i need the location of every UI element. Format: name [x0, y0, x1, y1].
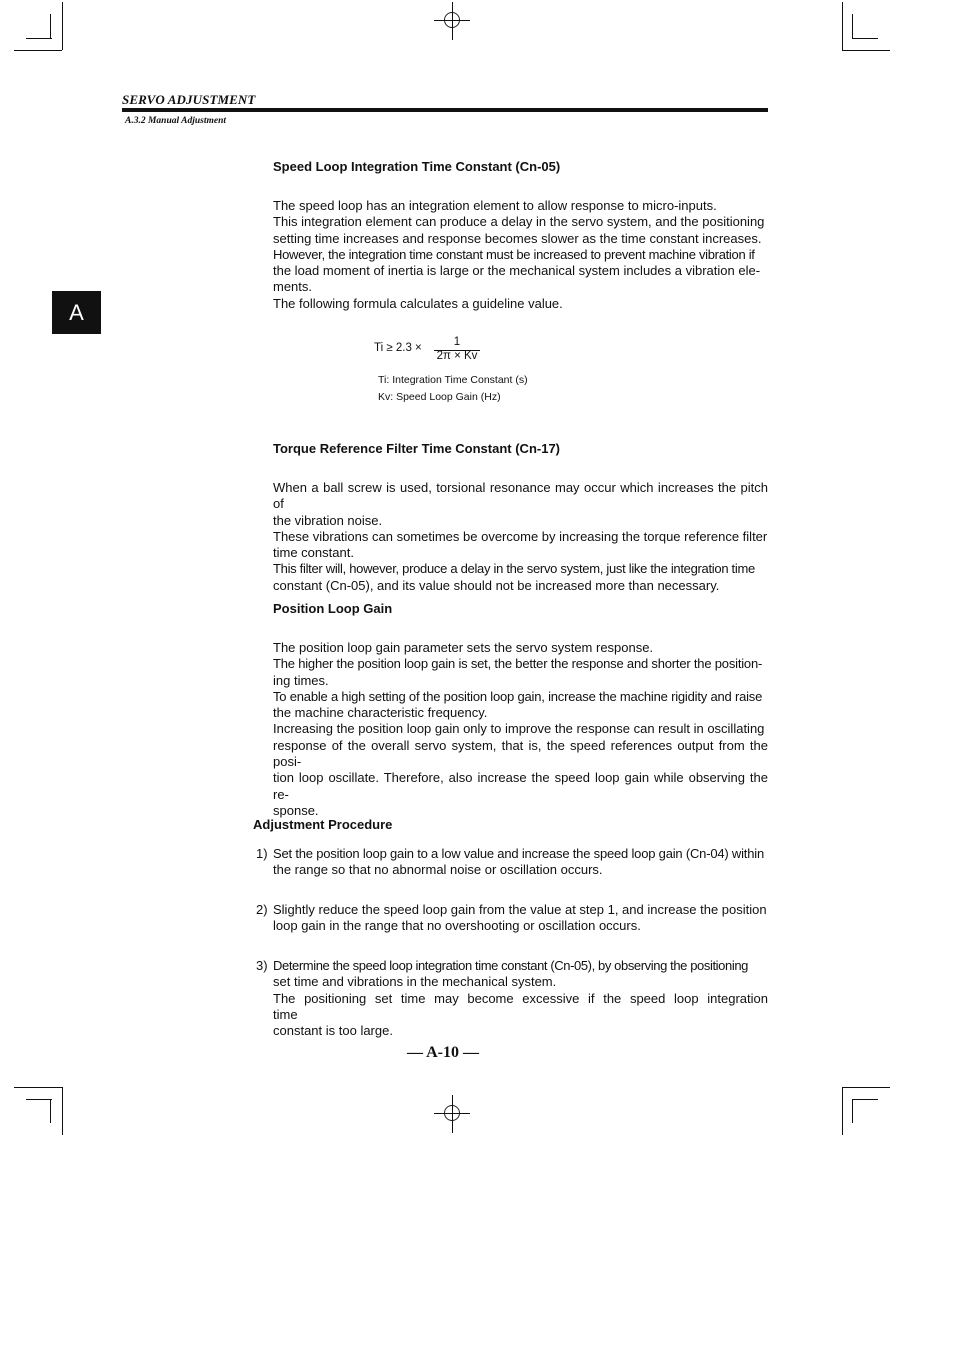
crop-mark — [14, 50, 62, 51]
text-line: To enable a high setting of the position loop gain, increase the machine rigidity and raise — [273, 688, 763, 704]
text-line: This integration element can produce a delay in the servo system, and the positioning — [273, 214, 765, 230]
section-heading: Position Loop Gain — [273, 601, 393, 616]
formula-lhs: Ti ≥ 2.3 × — [374, 342, 422, 354]
text-line: ing times. — [273, 672, 329, 688]
crop-mark — [14, 1087, 62, 1088]
page-number: — A-10 — — [407, 1044, 479, 1061]
text-line: setting time increases and response becomes slower as the time constant increases. — [273, 230, 762, 246]
text-line: set time and vibrations in the mechanical system. — [273, 974, 557, 990]
text-line: the range so that no abnormal noise or oscillation occurs. — [273, 862, 603, 878]
registration-mark — [452, 1095, 453, 1133]
text-line: response of the overall servo system, that is, the speed references output from the posi- — [273, 737, 768, 770]
crop-mark — [50, 14, 51, 38]
crop-mark — [842, 50, 890, 51]
text-line: the vibration noise. — [273, 512, 383, 528]
text-line: time constant. — [273, 545, 354, 561]
step-number: 1) — [256, 846, 268, 861]
crop-mark — [842, 1087, 843, 1135]
formula-denominator: 2π × Kv — [436, 350, 478, 362]
section-paragraph — [273, 198, 768, 312]
procedure-heading: Adjustment Procedure — [253, 817, 393, 832]
registration-mark — [452, 2, 453, 40]
formula-definition: Ti: Integration Time Constant (s) — [378, 374, 528, 386]
crop-mark — [842, 1087, 890, 1088]
crop-mark — [26, 38, 52, 39]
text-line: This filter will, however, produce a delay in the servo system, just like the integration time — [273, 561, 755, 577]
crop-mark — [842, 2, 843, 50]
text-line: Increasing the position loop gain only to improve the response can result in oscillating — [273, 721, 765, 737]
text-line: loop gain in the range that no overshooting or oscillation occurs. — [273, 918, 641, 934]
crop-mark — [852, 1099, 878, 1100]
text-line: constant (Cn-05), and its value should not be increased more than necessary. — [273, 577, 720, 593]
section-paragraph — [273, 480, 768, 594]
crop-mark — [26, 1099, 52, 1100]
step-text — [273, 902, 768, 935]
header-rule — [122, 108, 768, 112]
text-line: the machine characteristic frequency. — [273, 705, 488, 721]
formula-definition: Kv: Speed Loop Gain (Hz) — [378, 391, 501, 403]
step-number: 2) — [256, 902, 268, 917]
step-number: 3) — [256, 958, 268, 973]
text-line: The speed loop has an integration element to allow response to micro-inputs. — [273, 198, 717, 213]
crop-mark — [852, 38, 878, 39]
text-line: ments. — [273, 279, 313, 295]
section-paragraph — [273, 640, 768, 819]
text-line: sponse. — [273, 802, 319, 818]
crop-mark — [852, 14, 853, 38]
text-line: tion loop oscillate. Therefore, also increase the speed loop gain while observing the re- — [273, 770, 768, 802]
text-line: When a ball screw is used, torsional resonance may occur which increases the pitch of — [273, 480, 768, 512]
running-header-title: SERVO ADJUSTMENT — [122, 92, 256, 107]
text-line: However, the integration time constant must be increased to prevent machine vibration if — [273, 246, 755, 262]
text-line: The higher the position loop gain is set, the better the response and shorter the position- — [273, 656, 763, 672]
appendix-tab — [52, 291, 101, 334]
text-line: Set the position loop gain to a low value and increase the speed loop gain (Cn-04) within — [273, 846, 764, 861]
appendix-tab-label: A — [69, 299, 84, 325]
section-heading: Torque Reference Filter Time Constant (Cn-17) — [273, 441, 561, 456]
text-line: The positioning set time may become excessive if the speed loop integration time — [273, 990, 768, 1022]
text-line: Slightly reduce the speed loop gain from the value at step 1, and increase the position — [273, 902, 767, 917]
text-line: constant is too large. — [273, 1023, 393, 1039]
crop-mark — [62, 1087, 63, 1135]
running-header-subsection: A.3.2 Manual Adjustment — [125, 116, 227, 126]
text-line: These vibrations can sometimes be overcome by increasing the torque reference filter — [273, 528, 768, 544]
text-line: The position loop gain parameter sets the servo system response. — [273, 640, 654, 655]
crop-mark — [852, 1099, 853, 1123]
text-line: The following formula calculates a guideline value. — [273, 295, 563, 311]
text-line: Determine the speed loop integration time constant (Cn-05), by observing the positioning — [273, 958, 748, 973]
crop-mark — [50, 1099, 51, 1123]
step-text — [273, 846, 768, 879]
crop-mark — [62, 2, 63, 50]
formula-numerator: 1 — [453, 336, 461, 348]
section-heading: Speed Loop Integration Time Constant (Cn-05) — [273, 159, 561, 174]
text-line: the load moment of inertia is large or the mechanical system includes a vibration ele- — [273, 263, 761, 279]
step-text — [273, 958, 768, 1039]
